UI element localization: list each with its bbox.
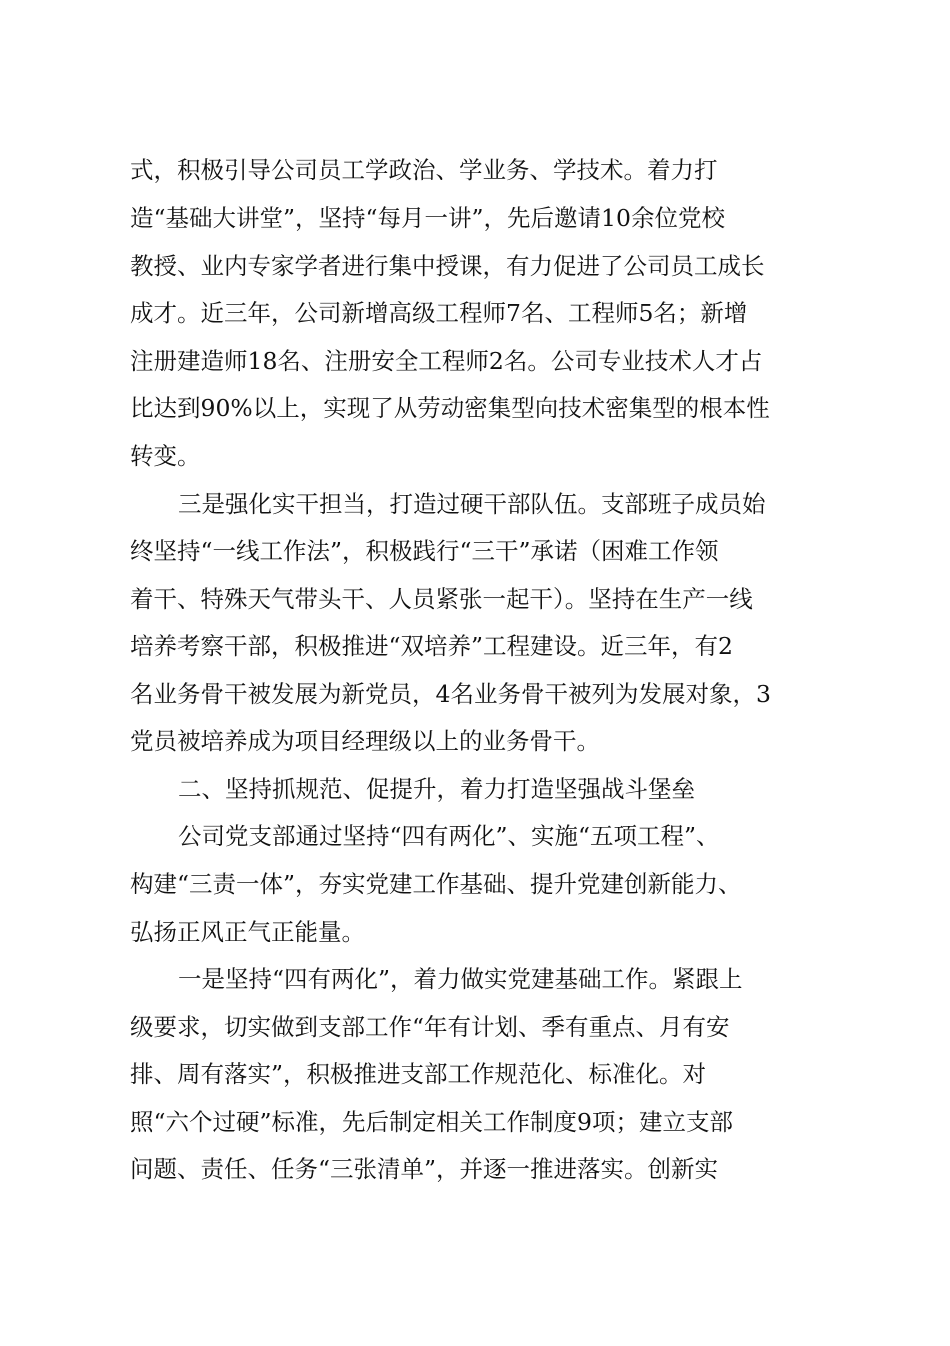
text-line: 教授、业内专家学者进行集中授课，有力促进了公司员工成长 [130, 252, 765, 280]
text-line: 构建“三责一体”，夯实党建工作基础、提升党建创新能力、 [130, 870, 742, 898]
section-heading: 二、坚持抓规范、促提升，着力打造坚强战斗堡垒 [178, 775, 695, 803]
text-line: 名业务骨干被发展为新党员，4名业务骨干被列为发展对象，3 [130, 680, 771, 708]
paragraph-first-line: 三是强化实干担当，打造过硬干部队伍。支部班子成员始 [178, 490, 766, 518]
text-line: 注册建造师18名、注册安全工程师2名。公司专业技术人才占 [130, 347, 763, 375]
text-line: 级要求，切实做到支部工作“年有计划、季有重点、月有安 [130, 1013, 730, 1041]
paragraph-first-line: 一是坚持“四有两化”，着力做实党建基础工作。紧跟上 [178, 965, 743, 993]
text-line: 终坚持“一线工作法”，积极践行“三干”承诺（困难工作领 [130, 537, 719, 565]
text-line: 造“基础大讲堂”，坚持“每月一讲”，先后邀请10余位党校 [130, 204, 725, 232]
paragraph-first-line: 公司党支部通过坚持“四有两化”、实施“五项工程”、 [178, 822, 720, 850]
text-line: 比达到90%以上，实现了从劳动密集型向技术密集型的根本性 [130, 394, 770, 422]
text-line: 党员被培养成为项目经理级以上的业务骨干。 [130, 727, 600, 755]
text-line: 式，积极引导公司员工学政治、学业务、学技术。着力打 [130, 156, 718, 184]
text-line: 转变。 [130, 442, 201, 470]
text-line: 培养考察干部，积极推进“双培养”工程建设。近三年，有2 [130, 632, 733, 660]
text-line: 照“六个过硬”标准，先后制定相关工作制度9项；建立支部 [130, 1108, 733, 1136]
text-line: 着干、特殊天气带头干、人员紧张一起干）。坚持在生产一线 [130, 585, 753, 613]
text-line: 成才。近三年，公司新增高级工程师7名、工程师5名；新增 [130, 299, 748, 327]
text-line: 问题、责任、任务“三张清单”，并逐一推进落实。创新实 [130, 1155, 719, 1183]
text-line: 排、周有落实”，积极推进支部工作规范化、标准化。对 [130, 1060, 707, 1088]
text-line: 弘扬正风正气正能量。 [130, 918, 365, 946]
